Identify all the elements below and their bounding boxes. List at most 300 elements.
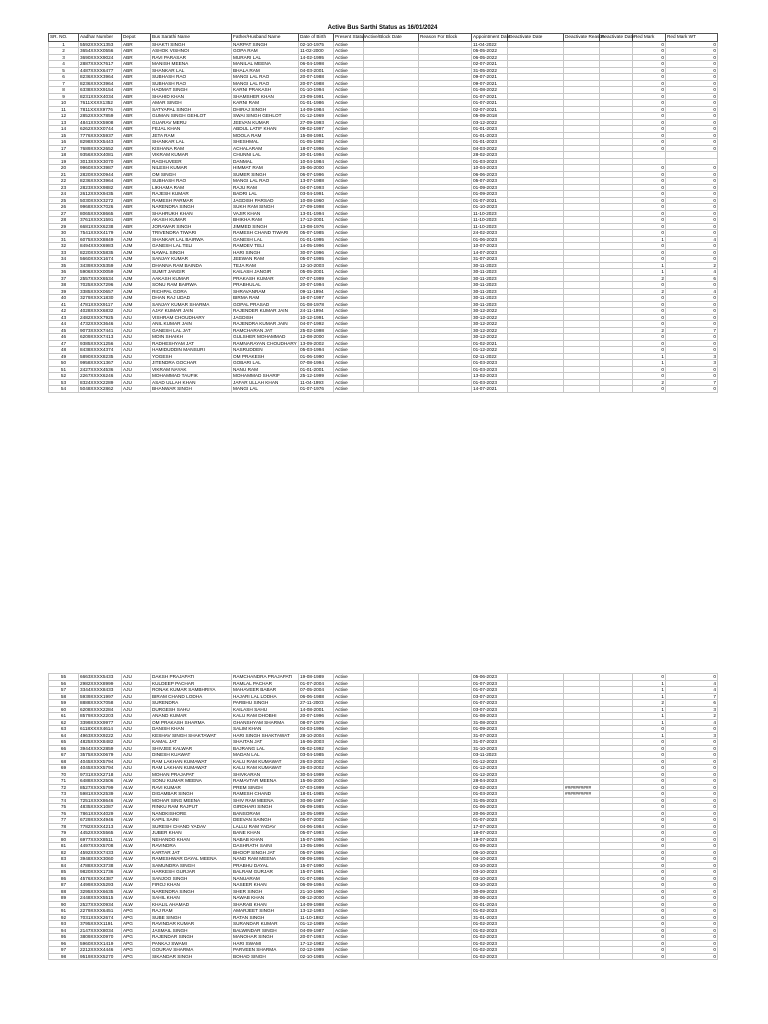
table-cell: 16 [49,139,79,146]
table-cell: 0 [666,797,718,804]
table-cell: ########## [564,784,600,791]
table-cell: 31-05-2023 [472,797,508,804]
table-cell: RAMESH CHAND TIWARI [232,230,299,237]
table-cell: 01-03-2023 [472,791,508,798]
table-cell: 7025XXXX7296 [79,282,122,289]
table-cell: 0 [633,87,666,94]
table-cell: 30-06-1987 [299,797,334,804]
table-cell: DHAN RAJ UDAD [151,295,232,302]
table-cell: 0 [633,256,666,263]
table-cell: ABR [122,80,151,87]
table-cell: AJU [122,713,151,720]
table-cell: Active [334,752,364,759]
table-cell: 01-10-2023 [472,204,508,211]
table-cell: NAWAL SINGH [151,249,232,256]
table-cell: DEEVAN SAINGH [232,817,299,824]
table-cell: 20-07-1994 [299,282,334,289]
table-cell: 0 [633,934,666,941]
table-cell: Active [334,940,364,947]
table-cell: 30-09-2023 [472,888,508,895]
table-cell: 2612XXXX9435 [79,191,122,198]
column-header: Active/Block Date [364,34,419,42]
table-cell [600,386,633,393]
table-cell: RAM LAKHAN KUMAWAT [151,765,232,772]
table-cell: 31-07-2023 [472,739,508,746]
table-cell: 2823XXXX9882 [79,184,122,191]
table-cell: ABR [122,132,151,139]
table-cell: SHANKAR LAL [151,139,232,146]
table-cell: 07-08-1994 [299,360,334,367]
table-cell: RAM LAKHAN KUMAWAT [151,758,232,765]
table-cell: 5 [49,67,79,74]
table-cell: 53 [49,379,79,386]
table-cell: 0 [633,882,666,889]
table-cell: 8236XXXX3964 [79,74,122,81]
table-cell: NAND RAM MEENA [232,856,299,863]
table-cell: Active [334,882,364,889]
table-cell: MANISH MEENA [151,61,232,68]
table-cell: 4 [666,719,718,726]
table-cell: CHUNNI LAL [232,152,299,159]
table-cell: BHOOP SINGH JAT [232,849,299,856]
table-cell: 30-11-2023 [472,262,508,269]
table-cell: RICHPAL GORA [151,288,232,295]
table-cell: 0 [666,61,718,68]
table-cell: GANESH LAL [232,236,299,243]
table-cell: TEJA RAM [232,262,299,269]
table-cell: 9958XXXX1367 [79,360,122,367]
table-cell: RINKU RAM RAJPUT [151,804,232,811]
table-cell: 4788XXXX3738 [79,862,122,869]
table-cell: 2557XXXX6534 [79,275,122,282]
table-cell: 4592XXXX7433 [79,849,122,856]
table-cell: SONU RAM BAIRWA [151,282,232,289]
table-cell: Active [334,758,364,765]
table-cell: SURANDAR KUMAR [232,921,299,928]
table-cell: 01-07-2021 [472,93,508,100]
table-cell: 0 [633,869,666,876]
table-cell: 04-03-1996 [299,726,334,733]
table-cell: 0 [666,901,718,908]
table-cell: ALW [122,836,151,843]
table-cell: 30-11-2023 [472,282,508,289]
table-cell: 30-12-2022 [472,314,508,321]
table-cell: 01-01-2023 [472,139,508,146]
table-cell: 20-01-1994 [299,152,334,159]
table-cell: 5592XXXX1353 [79,41,122,48]
table-cell: 06-05-2022 [472,54,508,61]
table-cell: 0 [666,100,718,107]
table-cell: ABR [122,171,151,178]
table-cell: 75 [49,804,79,811]
table-cell: 0 [633,210,666,217]
table-cell: ALW [122,869,151,876]
table-cell: 70 [49,771,79,778]
table-cell: 0 [666,321,718,328]
table-cell: 85 [49,869,79,876]
table-cell: AJM [122,230,151,237]
table-cell: 8579XXXX2203 [79,713,122,720]
table-cell: RAMLAL PACHAR [232,680,299,687]
table-cell: SIKANDAR SINGH [151,953,232,960]
table-cell: 1 [633,732,666,739]
table-cell: APG [122,921,151,928]
table-cell: GOPA RAM [232,48,299,55]
table-cell: SHIVJEE KALWAR [151,745,232,752]
table-cell: AJU [122,308,151,315]
table-cell: 0 [633,139,666,146]
table-cell: 0 [666,947,718,954]
table-cell: 0 [666,308,718,315]
table-cell: 0 [633,100,666,107]
table-cell: ABR [122,223,151,230]
table-cell: Active [334,765,364,772]
table-cell: SHARAB KHAN [232,901,299,908]
table-cell: 6 [666,700,718,707]
table-cell: 01-06-2023 [472,804,508,811]
table-cell: 30-12-2022 [472,308,508,315]
table-cell: BALRAM GURJAR [232,869,299,876]
table-cell: 01-02-2023 [472,908,508,915]
table-cell: 31-05-2022 [472,67,508,74]
table-cell: 4 [666,687,718,694]
table-cell: 0 [633,817,666,824]
table-cell: 3575XXXX0679 [79,752,122,759]
table-cell: 20-07-1988 [299,80,334,87]
table-cell: AJM [122,282,151,289]
table-cell: ALW [122,797,151,804]
table-cell: 4045XXXX5794 [79,758,122,765]
table-cell: 0 [666,184,718,191]
table-cell: AJU [122,687,151,694]
table-cell: 0 [666,93,718,100]
table-cell: Active [334,54,364,61]
table-cell: Active [334,262,364,269]
table-cell: APG [122,934,151,941]
table-cell: 0 [666,243,718,250]
table-cell: 30-04-1999 [299,771,334,778]
table-cell: 01-02-2023 [472,953,508,960]
table-cell: 2482XXXX7925 [79,314,122,321]
table-cell: 45 [49,327,79,334]
table-cell: 5890XXXX8235 [79,353,122,360]
table-cell: DASHRATH SAINI [232,843,299,850]
table-cell: 03-07-2023 [472,706,508,713]
table-cell: APG [122,953,151,960]
table-cell: 6118XXXX4614 [79,726,122,733]
table-cell: 01-12-2022 [472,347,508,354]
table-cell: KALU RAM KUMAWAT [232,758,299,765]
table-cell: 64 [49,732,79,739]
table-cell: 0 [666,940,718,947]
table-cell: HAMIDUDDIN MANSURI [151,347,232,354]
table-cell: 01-08-1978 [299,301,334,308]
table-cell: 24-02-2023 [472,230,508,237]
table-cell: 05-07-1985 [299,230,334,237]
table-cell: 10 [49,100,79,107]
table-cell: AJU [122,752,151,759]
table-cell: 0 [633,953,666,960]
table-cell: ABR [122,204,151,211]
table-cell: AJU [122,366,151,373]
table-cell: 20-07-1996 [299,713,334,720]
table-cell: 0 [633,223,666,230]
table-cell: 02-07-2021 [472,106,508,113]
column-header: Date of Birth [299,34,334,42]
table-cell: 31-07-2023 [472,732,508,739]
table-cell: 7031XXXX2674 [79,914,122,921]
table-cell: 7776XXXX5937 [79,132,122,139]
column-header: Reason For Block [419,34,472,42]
table-cell: NAWAB KHAN [232,895,299,902]
table-cell: 30-06-2023 [472,895,508,902]
table-cell: SHANKAR LAL BAIRWA [151,236,232,243]
table-cell: AJM [122,249,151,256]
table-cell: ALW [122,862,151,869]
table-cell: Active [334,817,364,824]
table-cell: 2427XXXX4536 [79,366,122,373]
table-cell: 0 [633,849,666,856]
table-cell: 3761XXXX1591 [79,217,122,224]
column-header: Father/Husband Name [232,34,299,42]
table-cell: 01-07-2023 [472,687,508,694]
table-cell: 0 [666,197,718,204]
table-cell: Active [334,184,364,191]
table-cell: 05-07-2023 [472,178,508,185]
table-cell: 13-08-1976 [299,223,334,230]
table-cell: 9968XXXX7026 [79,204,122,211]
table-cell: 4028XXXX6832 [79,308,122,315]
table-cell: 05-07-1995 [299,256,334,263]
table-cell: 81 [49,843,79,850]
table-cell: 11-10-1982 [299,914,334,921]
table-cell: BANE KHAN [232,830,299,837]
table-cell: 0 [633,80,666,87]
table-cell: 0 [633,778,666,785]
table-cell: 06-04-1998 [299,61,334,68]
column-header: Red Mark [633,34,666,42]
table-cell: 0 [666,301,718,308]
table-cell: 0 [666,171,718,178]
table-cell: 0 [633,921,666,928]
table-cell: 0 [633,901,666,908]
sheet-title: Active Bus Sarthi Status as 16/01/2024 [327,25,438,31]
table-cell: AJU [122,739,151,746]
table-cell: 0 [633,908,666,915]
table-cell: 24-11-1994 [299,308,334,315]
table-cell: 06-06-2023 [472,171,508,178]
table-cell [600,953,633,960]
table-cell: VIKRAM NAYAK [151,366,232,373]
table-cell: 82 [49,849,79,856]
table-cell: SAHIL KHAN [151,895,232,902]
table-cell: 14-08-2001 [299,706,334,713]
table-cell: 18-07-2023 [472,830,508,837]
table-cell: 0 [666,726,718,733]
table-cell: 13 [49,119,79,126]
table-cell: 0 [666,758,718,765]
table-cell: 4825XXXX8482 [79,739,122,746]
table-cell: 8231XXXX4034 [79,93,122,100]
table-cell: 0 [633,836,666,843]
table-cell: 08-07-1979 [299,719,334,726]
table-cell: SUBHASH RAO [151,74,232,81]
table-cell: 0 [633,810,666,817]
table-cell: SATYAPAL SINGH [151,106,232,113]
table-cell: APG [122,947,151,954]
table-cell: 1 [633,680,666,687]
table-cell: MOHAN PRAJAPAT [151,771,232,778]
table-cell: Active [334,360,364,367]
table-cell: TRIVENDRA TIWARI [151,230,232,237]
column-header: Red Mark WT [666,34,718,42]
table-cell: 0 [633,940,666,947]
column-header: Appointment Date [473,34,511,39]
table-cell: Active [334,921,364,928]
table-cell: 26 [49,204,79,211]
table-cell: MANGI LAL RAO [232,74,299,81]
table-cell: 84 [49,862,79,869]
table-cell: 3795XXXX1191 [79,921,122,928]
table-cell: 07-03-1999 [299,784,334,791]
table-cell: AJU [122,340,151,347]
table-cell: 51 [49,366,79,373]
table-cell: 86 [49,875,79,882]
table-cell: 04-09-1987 [299,927,334,934]
table-cell: 2 [633,327,666,334]
table-cell: 0 [666,875,718,882]
table-cell: 0 [666,804,718,811]
table-cell: KARNI RAM [232,100,299,107]
table-cell: 6208XXXX2284 [79,706,122,713]
table-cell: Active [334,236,364,243]
table-cell: SURESH CHAND YADAV [151,823,232,830]
table-cell: 01-02-2023 [472,934,508,941]
table-cell: 6729XXXX4946 [79,817,122,824]
table-cell: NASRUDDEN [232,347,299,354]
table-cell: RAMNARAYAN CHOUDHARY [233,340,297,346]
table-cell: 25 [49,197,79,204]
table-cell: 13-02-2023 [472,373,508,380]
table-cell: AJU [122,386,151,393]
table-cell: 3295XXXX6635 [79,888,122,895]
table-cell: 05-05-2022 [472,48,508,55]
table-cell: FIROJ KHAN [151,882,232,889]
table-cell: 10-08-1960 [299,197,334,204]
table-cell: 0 [666,745,718,752]
table-cell: 73 [49,791,79,798]
table-cell: 0 [633,334,666,341]
table-cell: Active [334,953,364,960]
table-cell: JAGDISH [232,314,299,321]
table-cell: 95 [49,934,79,941]
table-cell: MANOHAR SINGH [232,934,299,941]
table-cell: Active [334,152,364,159]
table-cell: 0 [633,366,666,373]
table-cell: 06-09-1994 [299,882,334,889]
table-cell: NILESH KUMAR [151,165,232,172]
table-cell: 11-10-2023 [472,210,508,217]
table-cell: Active [334,791,364,798]
table-cell: 8065XXXX8665 [79,210,122,217]
table-cell: 07-05-2004 [299,687,334,694]
table-cell: 8438XXXX4374 [79,347,122,354]
table-cell: 6 [49,74,79,81]
table-cell: Active [334,87,364,94]
table-cell: 4 [666,236,718,243]
table-cell: 0 [666,778,718,785]
table-cell: 04-03-2001 [299,67,334,74]
table-cell: ALW [122,882,151,889]
table-cell: APG [122,927,151,934]
table-cell: 0 [633,739,666,746]
table-cell: JITENDRA GOCHAR [151,360,232,367]
table-cell: AJM [122,275,151,282]
table-cell: GHANSHYAM SHARMA [232,719,299,726]
table-cell: 0 [633,804,666,811]
table-cell: HIMMAT RAM [232,165,299,172]
table-cell: 01-07-1986 [299,875,334,882]
table-cell: 0 [633,726,666,733]
table-cell: 0 [666,80,718,87]
table-cell: 11-10-2023 [472,223,508,230]
table-cell: 58 [49,693,79,700]
table-cell: AJU [122,347,151,354]
table-cell: 5939XXXX1997 [79,693,122,700]
table-cell: 14-07-2021 [472,386,508,393]
table-cell: 0 [666,256,718,263]
table-cell: 11-04-2022 [472,41,508,48]
table-cell: BHIKHA RAM [232,217,299,224]
table-cell: 36 [49,269,79,276]
table-cell: BANSORAM [232,810,299,817]
table-cell: 30-12-2022 [472,327,508,334]
column-header: Aadhar Number [79,34,122,42]
table-cell: 0 [666,927,718,934]
table-cell: 3385XXXX0657 [79,288,122,295]
table-cell: 8236XXXX3964 [79,80,122,87]
table-cell: 11-10-2023 [472,217,508,224]
table-cell: RAVI KUMAR [151,784,232,791]
table-cell: 26-03-2002 [299,758,334,765]
table-cell: 01-08-2022 [472,87,508,94]
table-cell: GIRDHARI SINGH [232,804,299,811]
table-cell: 2147XXXX8034 [79,927,122,934]
table-cell: ABR [122,145,151,152]
table-cell: 31-07-2023 [472,256,508,263]
table-cell: ABR [122,152,151,159]
table-cell: AAKASH KUMAR [151,275,232,282]
table-cell: 8888XXXX7058 [79,700,122,707]
table-cell: 9385XXXX1256 [79,340,122,347]
table-cell: 56 [49,680,79,687]
table-cell: 1 [633,693,666,700]
table-cell: 0 [633,217,666,224]
column-header: Present Status [335,34,366,39]
table-cell: 6663XXXX5433 [79,674,122,681]
table-cell: 96 [49,940,79,947]
table-cell [508,953,564,960]
table-cell: VIKRAM KUMAR [151,152,232,159]
table-cell: 3 [49,54,79,61]
table-cell: KULDEEP PACHAR [151,680,232,687]
table-cell: YOGESH [151,353,232,360]
table-cell: 0 [633,74,666,81]
table-cell: Active [334,914,364,921]
table-cell: 30-12-2022 [472,334,508,341]
table-cell: 0 [633,373,666,380]
table-cell: 0 [666,934,718,941]
